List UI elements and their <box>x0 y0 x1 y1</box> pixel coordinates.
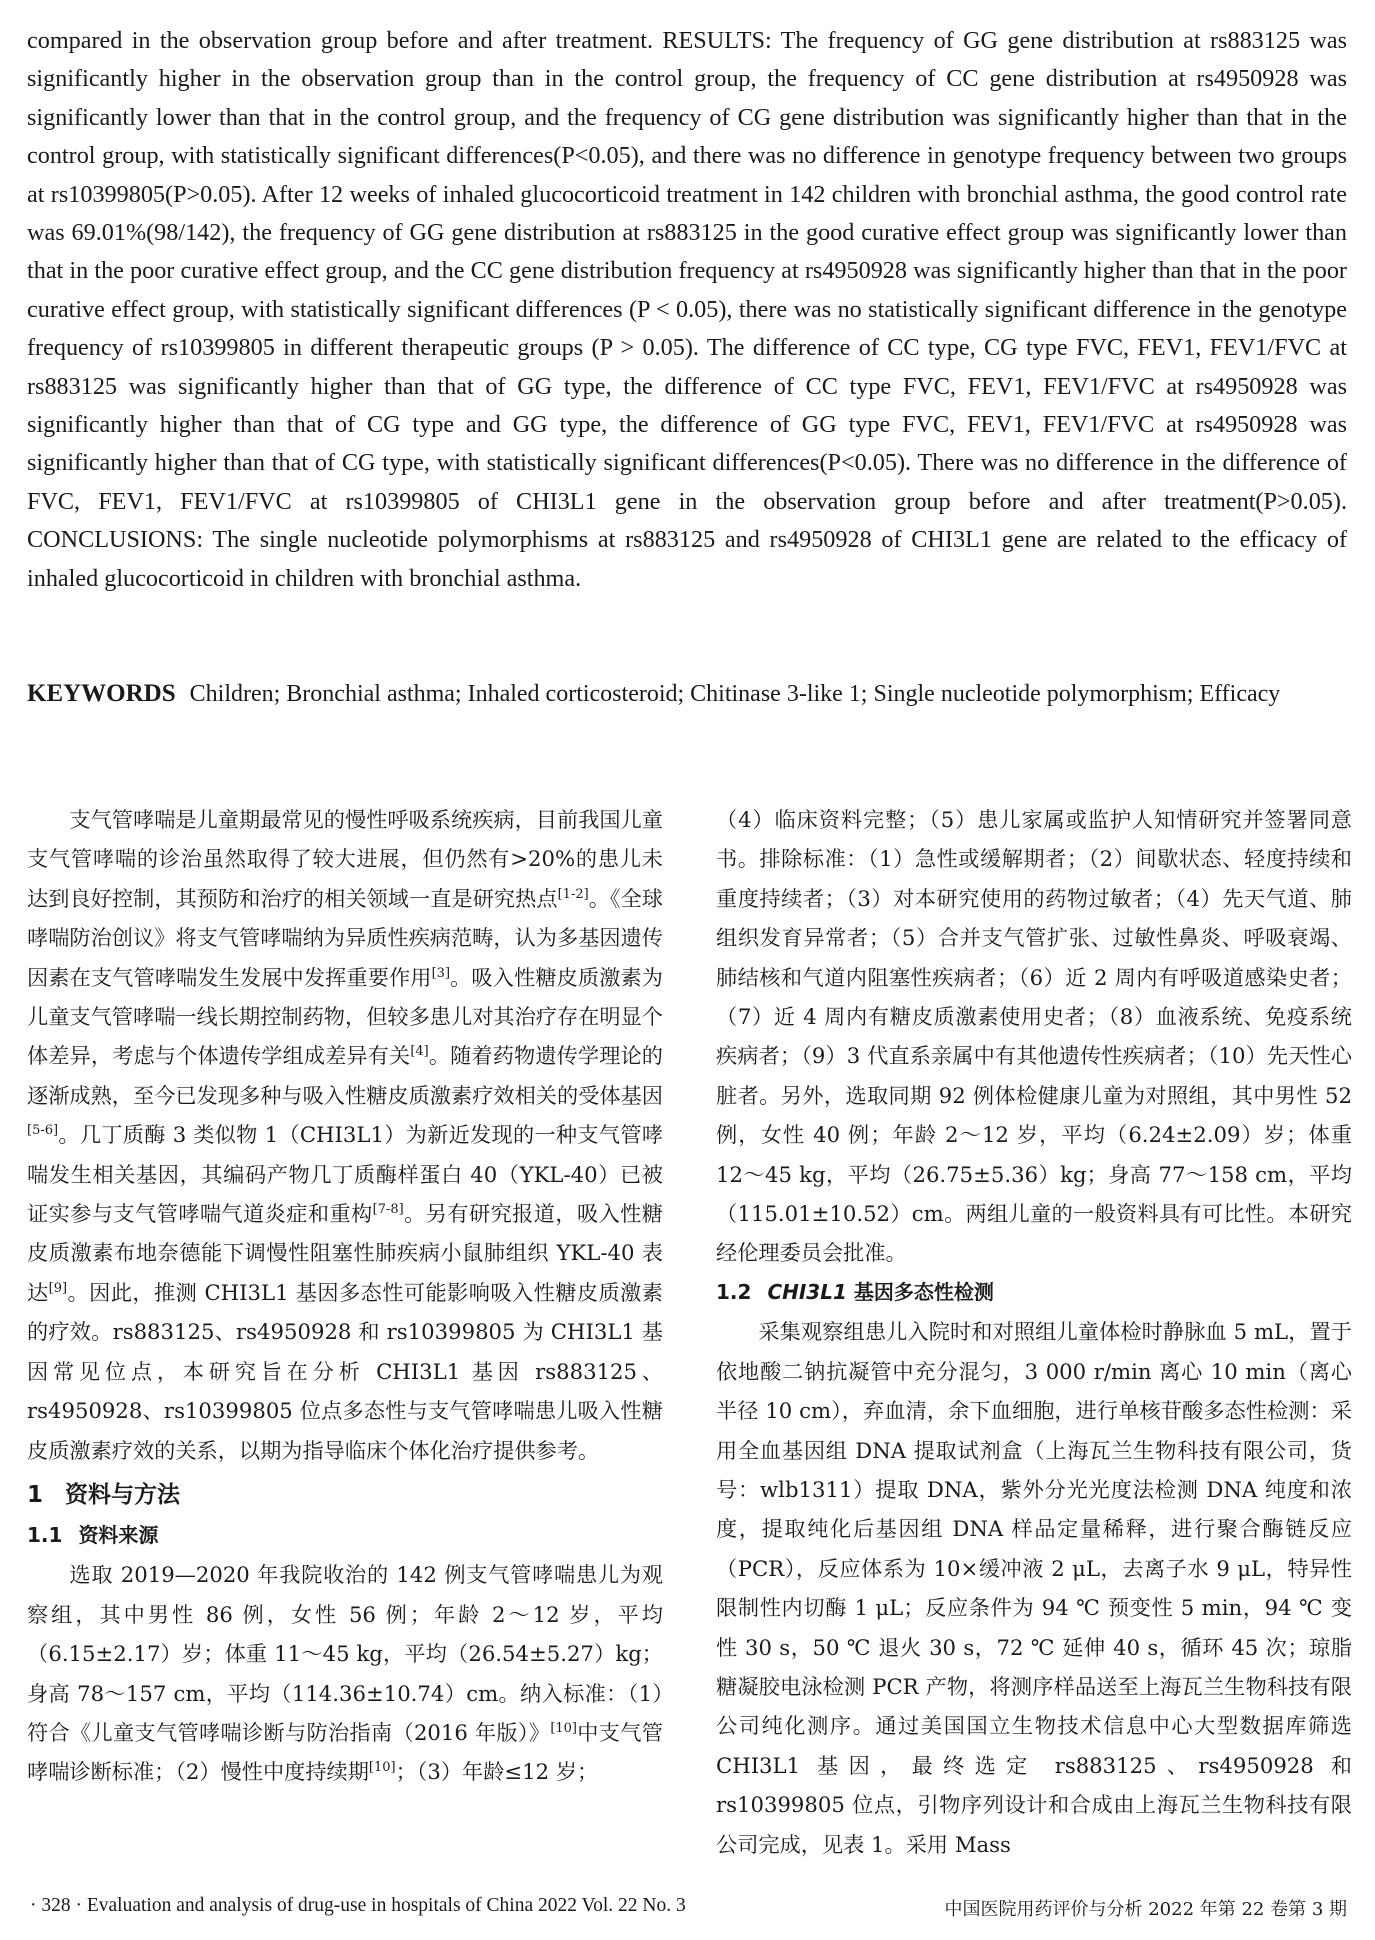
citation[interactable]: [10] <box>550 1720 577 1736</box>
subsection-number: 1.2 <box>716 1279 752 1304</box>
page-footer <box>0 1895 1375 1925</box>
citation[interactable]: [4] <box>410 1044 429 1060</box>
abstract-text: compared in the observation group before and after treatment. RESULTS: The frequency of GG gene distribution at rs883125 was significantly higher in the observation group than in the control group, the frequency of CC gene distribution at rs4950928 was significantly lower than that in the control group, and the frequency of CG gene distribution was significantly higher than that in the control group, with statistically significant differences(P<0.05), and there was no difference in genotype frequency between two groups at rs10399805(P>0.05). After 12 weeks of inhaled glucocorticoid treatment in 142 children with bronchial asthma, the good control rate was 69.01%(98/142), the frequency of GG gene distribution at rs883125 in the good curative effect group was significantly lower than that in the poor curative effect group, and the CC gene distribution frequency at rs4950928 was significantly higher than that in the poor curative effect group, with statistically significant differences (P < 0.05), there was no statistically significant difference in the genotype frequency of rs10399805 in different therapeutic groups (P > 0.05). The difference of CC type, CG type FVC, FEV1, FEV1/FVC at rs883125 was significantly higher than that of GG type, the difference of CC type FVC, FEV1, FEV1/FVC at rs4950928 was significantly higher than that of CG type and GG type, the difference of GG type FVC, FEV1, FEV1/FVC at rs4950928 was significantly higher than that of CG type, with statistically significant differences(P<0.05). There was no difference in the difference of FVC, FEV1, FEV1/FVC at rs10399805 of CHI3L1 gene in the observation group before and after treatment(P>0.05). CONCLUSIONS: The single nucleotide polymorphisms at rs883125 and rs4950928 of CHI3L1 gene are related to the efficacy of inhaled glucocorticoid in children with bronchial asthma. <box>27 27 1347 592</box>
citation[interactable]: [1-2] <box>557 886 589 902</box>
method-paragraph: 采集观察组患儿入院时和对照组儿童体检时静脉血 5 mL，置于依地酸二钠抗凝管中充分混匀，3 000 r/min 离心 10 min（离心半径 10 cm），弃血清，余下血细胞，进行单核苷酸多态性检测：采用全血基因组 DNA 提取试剂盒（上海瓦兰生物科技有限公司，货号：wlb1311）提取 DNA，紫外分光光度法检测 DNA 纯度和浓度，提取纯化后基因组 DNA 样品定量稀释，进行聚合酶链反应（PCR），反应体系为 10×缓冲液 2 μL，去离子水 9 μL，特异性限制性内切酶 1 μL；反应条件为 94 ℃ 预变性 5 min，94 ℃ 变性 30 s，50 ℃ 退火 30 s，72 ℃ 延伸 40 s，循环 45 次；琼脂糖凝胶电泳检测 PCR 产物，将测序样品送至上海瓦兰生物科技有限公司纯化测序。通过美国国立生物技术信息中心大型数据库筛选 CHI3L1 基因，最终选定 rs883125、rs4950928 和 rs10399805 位点，引物序列设计和合成由上海瓦兰生物科技有限公司完成，见表 1。采用 Mass <box>716 1319 1352 1857</box>
citation[interactable]: [5-6] <box>27 1123 59 1139</box>
subsection-title: 资料来源 <box>78 1522 159 1547</box>
intro-text: 。因此，推测 CHI3L1 基因多态性可能影响吸入性糖皮质激素的疗效。rs883125、rs4950928 和 rs10399805 为 CHI3L1 基因常见位点，本研究旨在分析 CHI3L1 基因 rs883125、rs4950928、rs10399805 位点多态性与支气管哮喘患儿吸入性糖皮质激素疗效的关系，以期为指导临床个体化治疗提供参考。 <box>27 1279 663 1463</box>
keywords-label: KEYWORDS <box>27 680 176 707</box>
intro-text: 。几丁质酶 3 类似物 1（CHI3L1）为新近发现的一种支气管哮喘发生相关基因，其编码产物几丁质酶样蛋白 40（YKL-40）已被证实参与支气管哮喘气道炎症和重构 <box>27 1122 663 1227</box>
english-abstract <box>27 22 1347 598</box>
keywords-text: Children; Bronchial asthma; Inhaled corticosteroid; Chitinase 3-like 1; Single nucleotide polymorphism; Efficacy <box>189 681 1281 707</box>
subsection-heading <box>27 1516 663 1555</box>
intro-text: 。吸入性糖皮质激素为儿童支气管哮喘一线长期控制药物，但较多患儿对其治疗存在明显个体差异，考虑与个体遗传学组成差异有关 <box>27 964 663 1069</box>
left-column <box>27 800 663 1792</box>
source-text: 选取 2019—2020 年我院收治的 142 例支气管哮喘患儿为观察组，其中男性 86 例，女性 56 例；年龄 2～12 岁，平均（6.15±2.17）岁；体重 11～45 kg，平均（26.54±5.27）kg；身高 78～157 cm，平均（114.36±10.74）cm。纳入标准：（1）符合《儿童支气管哮喘诊断与防治指南（2016 年版）》 <box>27 1562 663 1745</box>
subsection-heading <box>716 1273 1352 1312</box>
section-number: 1 <box>27 1481 44 1508</box>
source-paragraph <box>27 1555 663 1791</box>
introduction-paragraph <box>27 800 663 1470</box>
citation[interactable]: [3] <box>431 965 451 981</box>
citation[interactable]: [9] <box>48 1280 68 1296</box>
subsection-number: 1.1 <box>27 1522 63 1547</box>
source-text: 中支气管哮喘诊断标准；（2）慢性中度持续期 <box>27 1719 663 1785</box>
intro-text: 支气管哮喘是儿童期最常见的慢性呼吸系统疾病，目前我国儿童支气管哮喘的诊治虽然取得了较大进展，但仍然有>20%的患儿未达到良好控制，其预防和治疗的相关领域一直是研究热点 <box>27 807 663 911</box>
intro-text: 。随着药物遗传学理论的逐渐成熟，至今已发现多种与吸入性糖皮质激素疗效相关的受体基因 <box>27 1043 663 1108</box>
source-text: ；（3）年龄≤12 岁； <box>395 1759 599 1785</box>
footer-left: · 328 · Evaluation and analysis of drug-use in hospitals of China 2022 Vol. 22 No. 3 <box>30 1895 686 1916</box>
intro-text: 。《全球哮喘防治创议》将支气管哮喘纳为异质性疾病范畴，认为多基因遗传因素在支气管哮喘发生发展中发挥重要作用 <box>27 885 663 990</box>
gene-name: CHI3L1 <box>767 1279 847 1304</box>
keywords-section <box>27 675 1347 713</box>
citation[interactable]: [7-8] <box>372 1202 404 1217</box>
criteria-paragraph: （4）临床资料完整；（5）患儿家属或监护人知情研究并签署同意书。排除标准：（1）急性或缓解期者；（2）间歇状态、轻度持续和重度持续者；（3）对本研究使用的药物过敏者；（4）先天气道、肺组织发育异常者；（5）合并支气管扩张、过敏性鼻炎、呼吸衰竭、肺结核和气道内阻塞性疾病者；（6）近 2 周内有呼吸道感染史者；（7）近 4 周内有糖皮质激素使用史者；（8）血液系统、免疫系统疾病者；（9）3 代直系亲属中有其他遗传性疾病者；（10）先天性心脏者。另外，选取同期 92 例体检健康儿童为对照组，其中男性 52 例，女性 40 例；年龄 2～12 岁，平均（6.24±2.09）岁；体重 12～45 kg，平均（26.75±5.36）kg；身高 77～158 cm，平均（115.01±10.52）cm。两组儿童的一般资料具有可比性。本研究经伦理委员会批准。 <box>716 807 1352 1266</box>
footer-right: 中国医院用药评价与分析 2022 年第 22 卷第 3 期 <box>944 1899 1347 1920</box>
subsection-title: 基因多态性检测 <box>846 1279 994 1304</box>
section-title: 资料与方法 <box>65 1481 181 1508</box>
intro-text: 。另有研究报道，吸入性糖皮质激素布地奈德能下调慢性阻塞性肺疾病小鼠肺组织 YKL-40 表达 <box>27 1201 663 1305</box>
citation[interactable]: [10] <box>368 1760 396 1776</box>
right-column <box>716 800 1352 1864</box>
section-heading <box>27 1474 663 1516</box>
